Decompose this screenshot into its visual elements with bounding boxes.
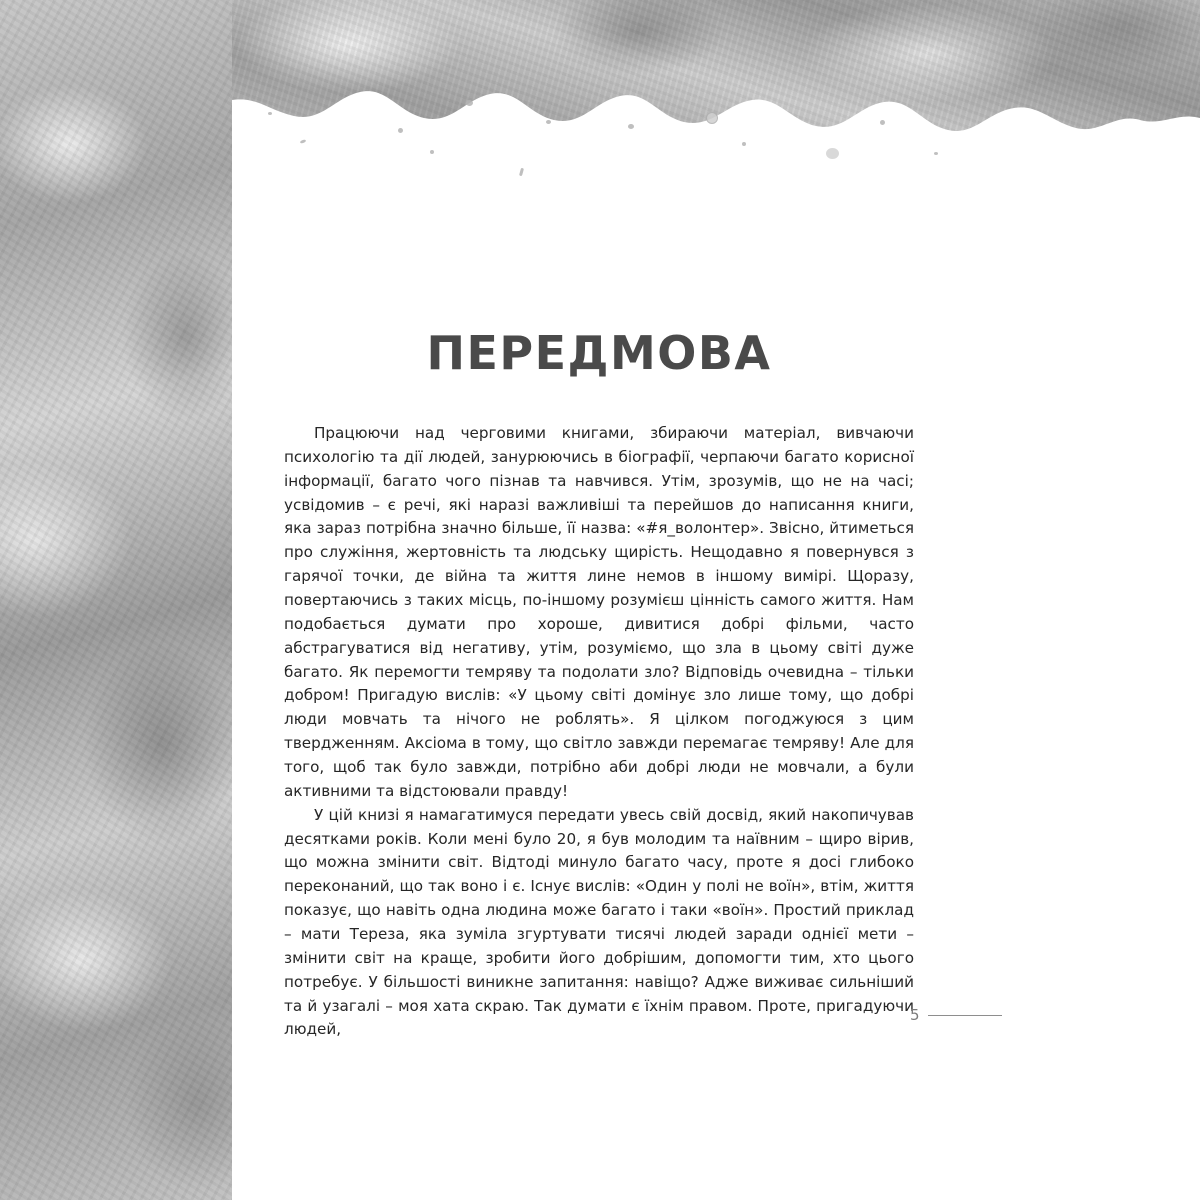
speck (742, 142, 746, 146)
top-texture-band (232, 0, 1200, 176)
paragraph-1: Працюючи над черговими книгами, збираючи матеріал, вивчаючи психологію та дії людей, занурюючись в біографії, черпаючи багато корисної інформації, багато чого пізнав та навчився. Утім, зрозумів, що не на часі; усвідомив – є речі, які наразі важливіші та перейшов до написання книги, яка зараз потрібна значно більше, її назва: «#я_волонтер». Звісно, йтиметься про служіння, жертовність та людську щирість. Нещодавно я повернувся з гарячої точки, де війна та життя лине немов в іншому вимірі. Щоразу, повертаючись з таких місць, по-іншому розумієш цінність самого життя. Нам подобається думати про хороше, дивитися добрі фільми, часто абстрагуватися від негативу, утім, розуміємо, що зла в цьому світі дуже багато. Як перемогти темряву та подолати зло? Відповідь очевидна – тільки добром! Пригадую вислів: «У цьому світі домінує зло лише тому, що добрі люди мовчать та нічого не роблять». Я цілком погоджуюся з цим твердженням. Аксіома в тому, що світло завжди перемагає темряву! Але для того, щоб так було завжди, потрібно аби добрі люди не мовчали, а були активними та відстоювали правду! (284, 424, 914, 800)
speck (934, 152, 938, 155)
speck (268, 112, 272, 115)
page-footer (910, 1006, 1002, 1024)
body-text (284, 422, 914, 1042)
speck (546, 120, 551, 124)
page-number: 5 (910, 1006, 920, 1024)
band-grain (232, 0, 1200, 176)
speck (706, 112, 718, 124)
speck (826, 148, 839, 159)
speck (466, 100, 473, 106)
left-texture-strip (0, 0, 232, 1200)
speck (430, 150, 434, 154)
paragraph-2: У цій книзі я намагатимуся передати увесь свій досвід, який накопичував десятками років. Коли мені було 20, я був молодим та наївним – щиро вірив, що можна змінити світ. Відтоді минуло багато часу, проте я досі глибоко переконаний, що так воно і є. Існує вислів: «Один у полі не воїн», втім, життя показує, що навіть одна людина може багато і таки «воїн». Простий приклад – мати Тереза, яка зуміла згуртувати тисячі людей заради однієї мети – змінити світ на краще, зробити його добрішим, допомогти тим, хто цього потребує. У більшості виникне запитання: навіщо? Адже виживає сильніший та й узагалі – моя хата скраю. Так думати є їхнім правом. Проте, пригадуючи людей, (284, 805, 914, 1039)
speck (880, 120, 885, 125)
folio-rule (928, 1015, 1002, 1016)
speck (628, 124, 634, 129)
page-title: ПЕРЕДМОВА (426, 326, 772, 380)
page-content (284, 326, 914, 1042)
speck (398, 128, 403, 133)
